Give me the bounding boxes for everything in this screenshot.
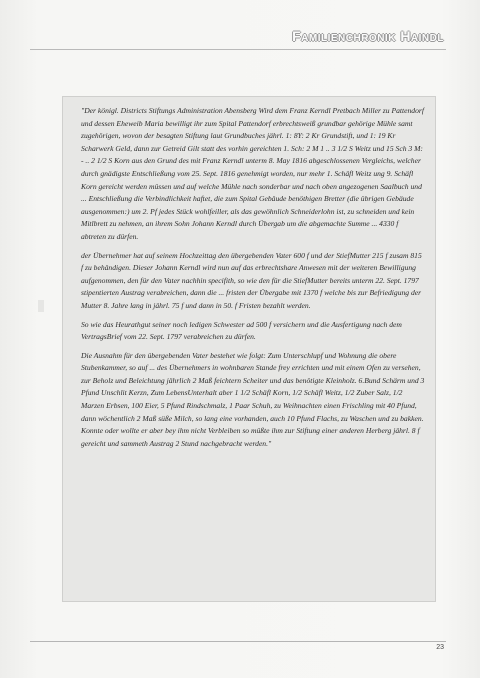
margin-mark [38, 300, 44, 312]
quote-paragraph: "Der königl. Districts Stiftungs Administration Abensberg Wird dem Franz Kerndl Pretbach Miller zu Pattendorf und dessen Eheweib Maria bewilligt ihr zum Spital Pattendorf erbrechtsweiß grundbar gehörige Mühle samt zugehörigen, wovon der besagten Stiftung laut Grundbuches jährl. 1: 8Y: 2 Kr Grundstift, und 1: 19 Kr Scharwerk Geld, dann zur Getreid Gilt statt des vorhin gereichten 1. Sch: 2 M 1 .. 3 1/2 S Weitz und 15 Sch 3 M: - .. 2 1/2 S Korn aus den Grund des mit Franz Kerndl unterm 8. May 1816 abgeschlossenen Vergleichs, welcher durch gnädigste Entschließung vom 25. Sept. 1816 genehmigt worden, nur mehr 1. Schäfl Weitz ung 9. Schäfl Korn gereicht werden müssen und auf welche Mühle nach sonderbar und nach oben angezogenen Saalbuch und ... Entschließung die Verbindlichkeit haftet, die zum Spital Gebäude benöthigen Bretter (die übrigen Gebäude ausgenommen:) um 2. Pf jedes Stück wohlfeiller, als das gewöhnlich Schneiderlohn ist, zu schneiden und kein Mitlbrett zu nehmen, an ihrem Sohn Johann Kerndl durch Übergab um die abgemachte Summe ... 4330 f abtreten zu dürfen. [81, 106, 424, 241]
footer-divider [30, 641, 446, 642]
quote-paragraph: So wie das Heurathgut seiner noch ledigen Schwester ad 500 f versichern und die Ausfertigung nach dem VertragsBrief vom 22. Sept. 1797 verabreichen zu dürfen. [81, 319, 402, 342]
page-number: 23 [436, 644, 444, 651]
transcription-quote-box [62, 96, 436, 602]
quote-paragraph: Die Ausnahm für den übergebenden Vater bestehet wie folgt: Zum Unterschlupf und Wohnung die obere Stubenkammer, so auf ... des Übernehmers in wohnbaren Stande frey errichten und mit einem Ofen zu versehen, zur Beholz und Beleichtung jährlich 2 Maß feichtern Scheiter und das benötigte Kleinholz. 6.Bund Schärm und 3 Pfund Unschlit Kerzn, Zum LebensUnterhalt aber 1 1/2 Schäfl Korn, 1/2 Schäfl Weitz, 1/2 Zuber Salz, 1/2 Marzen Erbsen, 100 Eier, 5 Pfund Rindschmalz, 1 Paar Schuh, zu Weihnachten einen Frischling mit 40 Pfund, dann wöchentlich 2 Maß süße Milch, so lang eine vorhanden, auch 10 Pfund Flachs, zu Waschen und zu bakken. Konnte oder wollte er aber bey ihm nicht Verbleiben so müßte ihm zur Stiftung einer anderen Herberg jährl. 8 f gereicht und sammeth Austrag 2 Stund nachgebracht werden." [81, 350, 425, 448]
chronicle-title: Familienchronik Haindl [292, 28, 444, 44]
quote-paragraph: der Übernehmer hat auf seinem Hochzeittag den übergebenden Vater 600 f und der StiefMutter 215 f zusam 815 f zu behändigen. Dieser Johann Kerndl wird nun auf das erbrechtshare Anwesen mit der weiteren Bewilligung aufgenommen, den für den Vater nachhin specifith, so wie den für die StiefMutter bereits unterm 22. Sept. 1797 stipentierten Austrag verabreichen, dann die ... fristen der Übergabe mit 1370 f welche bis zur Befriedigung der Mutter 8. Jahre lang in jährl. 75 f und dann in 50. f Fristen bezahlt werden. [81, 250, 422, 310]
header-divider [30, 49, 446, 50]
